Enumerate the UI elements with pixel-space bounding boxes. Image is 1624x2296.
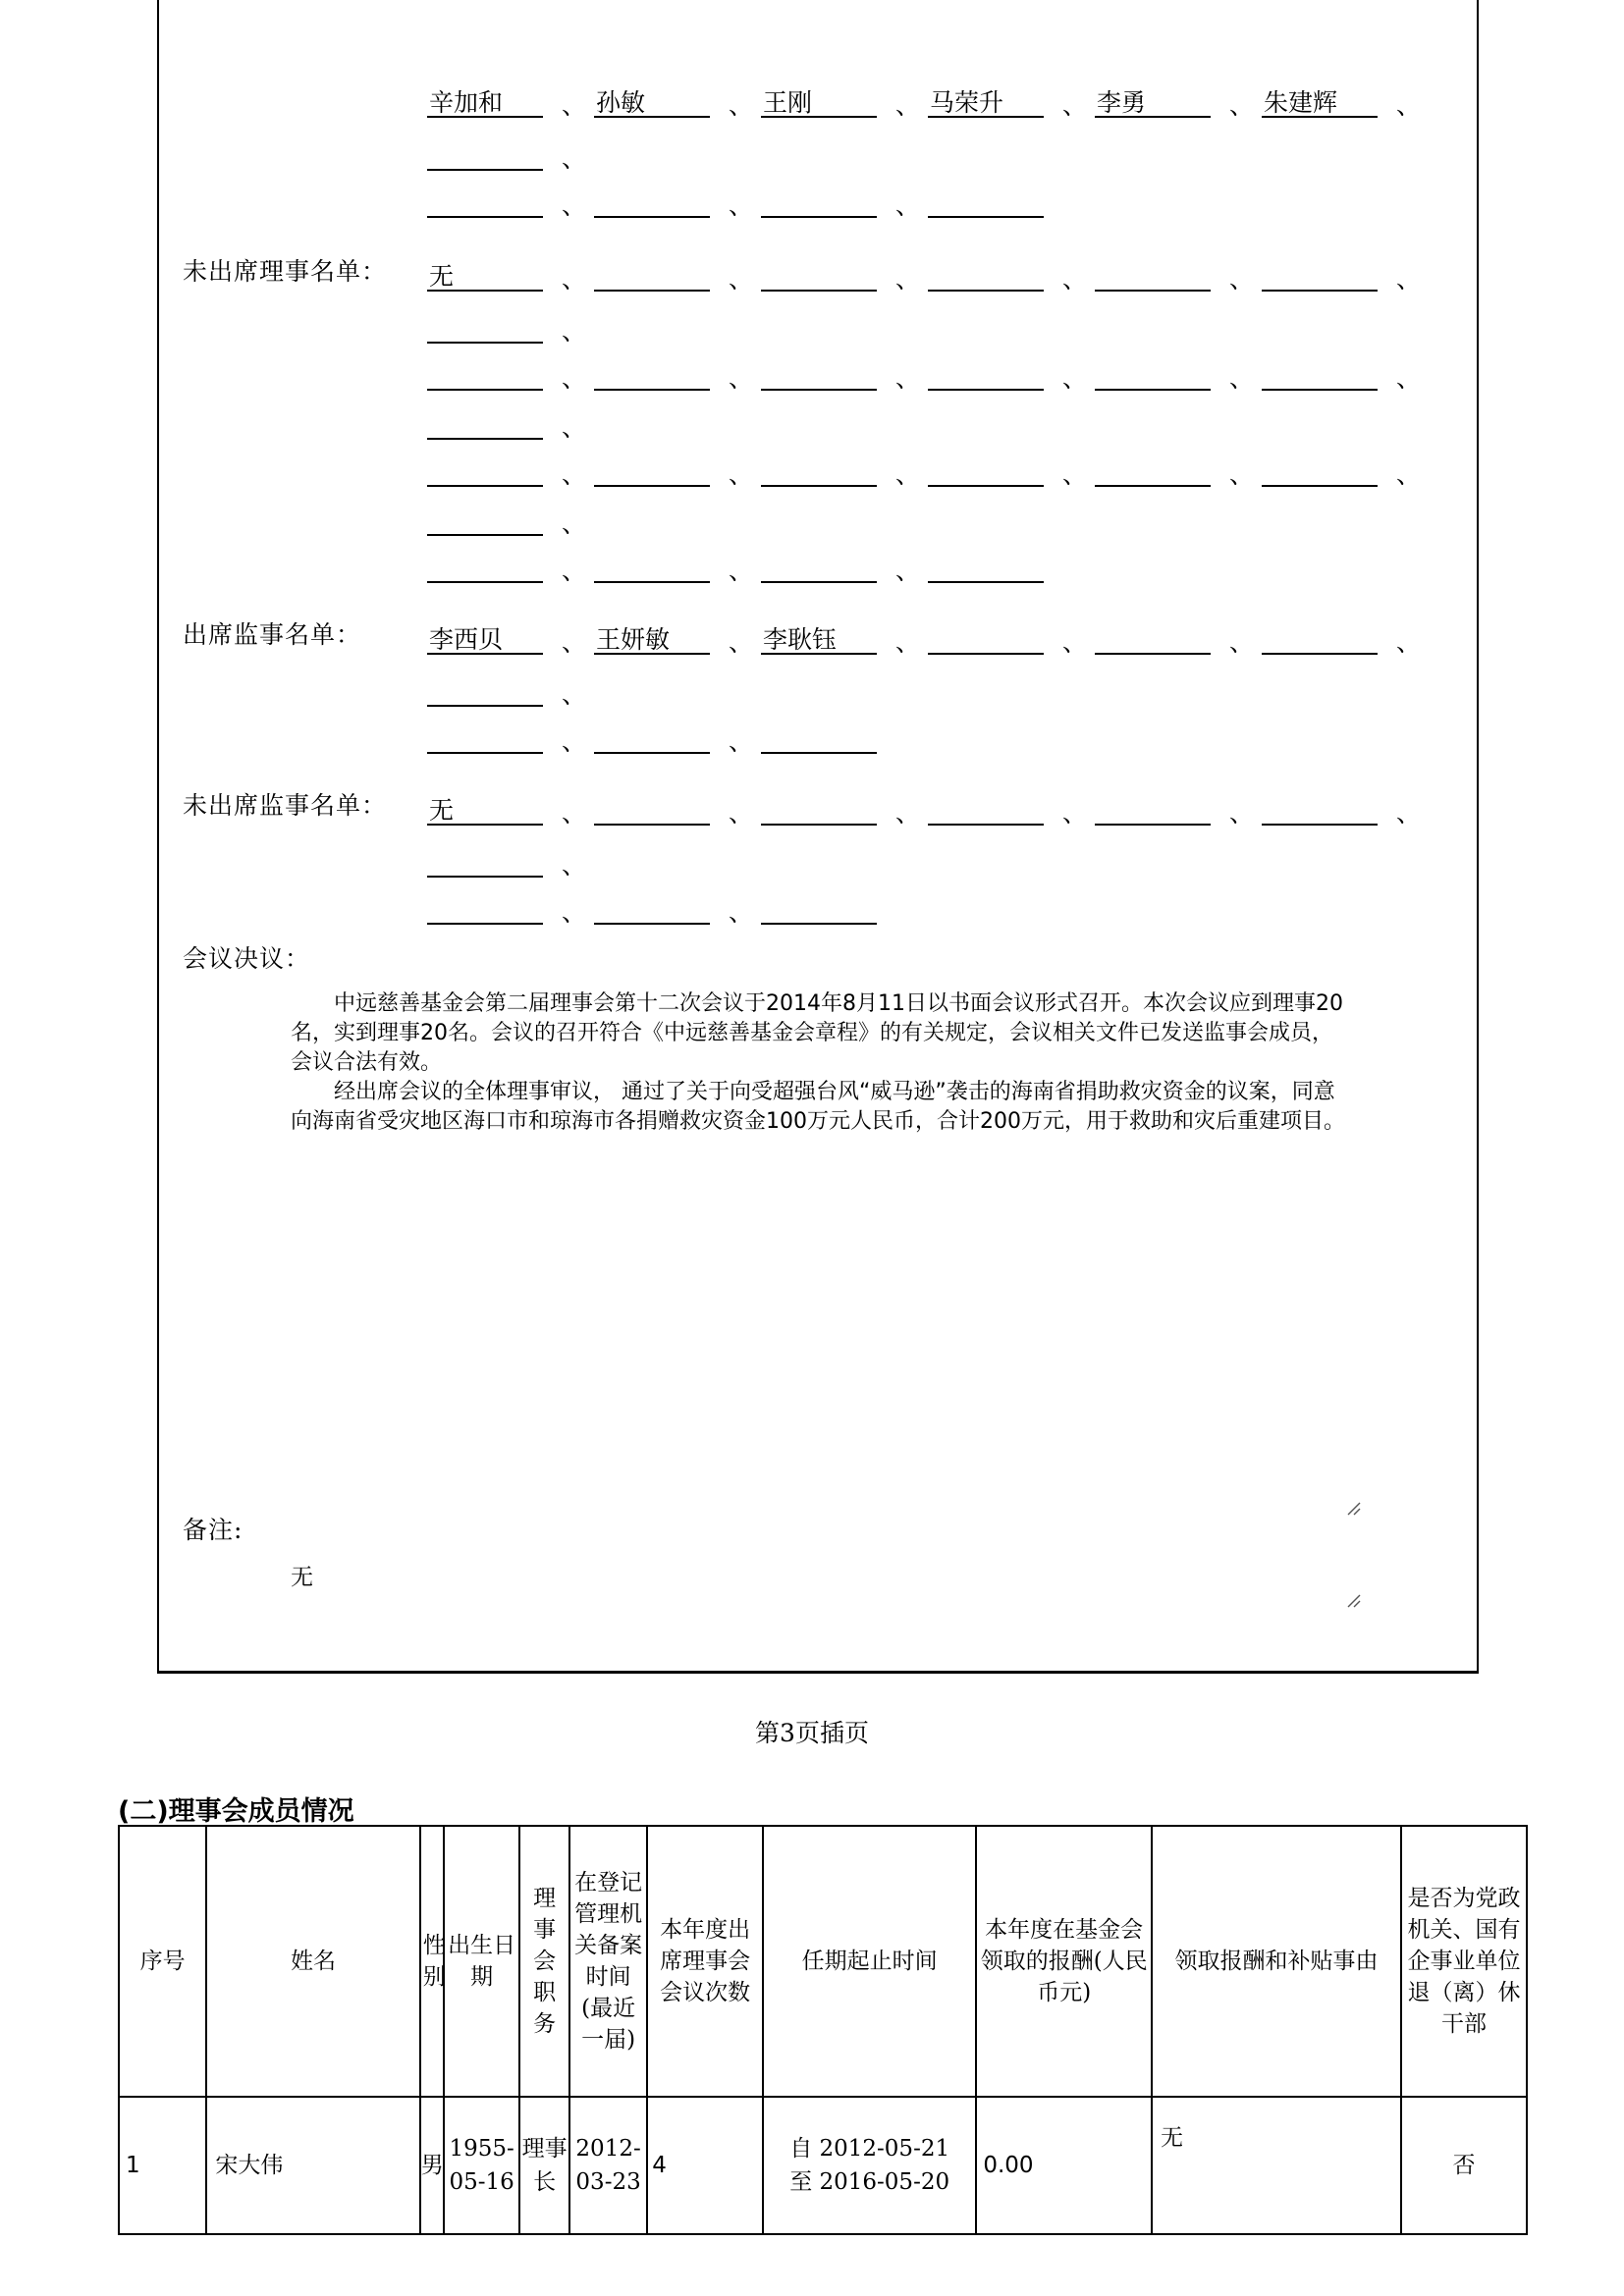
separator: 、 (1396, 799, 1422, 828)
present-supervisor-field-5[interactable] (1095, 625, 1211, 655)
absent-director-field-3[interactable] (761, 262, 877, 292)
absent-supervisor-field-5[interactable] (1095, 796, 1211, 826)
cell-pay[interactable]: 0.00 (976, 2097, 1152, 2234)
separator: 、 (729, 460, 754, 489)
cell-gender[interactable]: 男 (420, 2097, 444, 2234)
separator: 、 (729, 628, 754, 657)
separator: 、 (1229, 265, 1255, 294)
present-supervisor-field-9[interactable] (594, 724, 710, 754)
page-caption: 第3页插页 (755, 1719, 869, 1747)
absent-supervisor-field-10[interactable] (761, 895, 877, 925)
header-pay: 本年度在基金会领取的报酬(人民币元) (976, 1826, 1152, 2097)
absent-director-field-17[interactable] (761, 457, 877, 487)
separator: 、 (562, 727, 587, 756)
table-header-row (119, 1826, 1527, 2097)
separator: 、 (895, 265, 921, 294)
absent-supervisor-field-3[interactable] (761, 796, 877, 826)
absent-director-field-9[interactable] (594, 361, 710, 391)
header-gender: 性别 (420, 1826, 444, 2097)
separator: 、 (562, 191, 587, 220)
cell-retired[interactable]: 否 (1401, 2097, 1527, 2234)
separator: 、 (562, 364, 587, 393)
absent-supervisor-field-2[interactable] (594, 796, 710, 826)
separator: 、 (1229, 460, 1255, 489)
separator: 、 (895, 364, 921, 393)
separator: 、 (895, 460, 921, 489)
resolution-textarea[interactable] (291, 989, 1346, 1137)
separator: 、 (1062, 628, 1088, 657)
present-supervisor-field-1[interactable]: 李西贝 (427, 625, 543, 655)
header-retired: 是否为党政机关、国有企事业单位退（离）休干部 (1401, 1826, 1527, 2097)
term-end: 至 2016-05-20 (789, 2169, 950, 2195)
absent-director-field-14[interactable] (427, 410, 543, 440)
separator: 、 (1062, 460, 1088, 489)
present-director-field-1[interactable]: 辛加和 (427, 88, 543, 118)
separator: 、 (562, 317, 587, 346)
present-supervisor-field-10[interactable] (761, 724, 877, 754)
header-position: 理事会职务 (519, 1826, 569, 2097)
absent-director-field-11[interactable] (928, 361, 1044, 391)
present-supervisors-label: 出席监事名单： (183, 620, 362, 649)
separator: 、 (895, 557, 921, 585)
separator: 、 (562, 509, 587, 538)
separator: 、 (729, 898, 754, 927)
separator: 、 (729, 265, 754, 294)
cell-birth[interactable]: 1955-05-16 (444, 2097, 519, 2234)
present-director-field-4[interactable]: 马荣升 (928, 88, 1044, 118)
present-supervisor-field-8[interactable] (427, 724, 543, 754)
cell-seq[interactable]: 1 (119, 2097, 206, 2234)
absent-director-field-15[interactable] (427, 457, 543, 487)
absent-director-field-24[interactable] (761, 554, 877, 583)
present-director-field-9[interactable] (594, 188, 710, 218)
separator: 、 (1062, 364, 1088, 393)
separator: 、 (562, 898, 587, 927)
present-supervisor-field-3[interactable]: 李耿钰 (761, 625, 877, 655)
absent-director-field-13[interactable] (1262, 361, 1378, 391)
absent-supervisor-field-7[interactable] (427, 848, 543, 878)
term-start: 自 2012-05-21 (789, 2136, 950, 2162)
separator: 、 (1396, 265, 1422, 294)
separator: 、 (1062, 265, 1088, 294)
present-director-field-8[interactable] (427, 188, 543, 218)
absent-director-field-20[interactable] (1262, 457, 1378, 487)
separator: 、 (562, 851, 587, 880)
header-name: 姓名 (206, 1826, 419, 2097)
present-supervisor-field-4[interactable] (928, 625, 1044, 655)
separator: 、 (562, 680, 587, 709)
absent-director-field-19[interactable] (1095, 457, 1211, 487)
absent-supervisor-field-8[interactable] (427, 895, 543, 925)
remarks-label: 备注: (183, 1516, 244, 1544)
separator: 、 (1062, 91, 1088, 120)
section-title: (二)理事会成员情况 (118, 1796, 354, 1827)
separator: 、 (1396, 628, 1422, 657)
absent-supervisor-field-9[interactable] (594, 895, 710, 925)
separator: 、 (562, 91, 587, 120)
absent-supervisor-field-6[interactable] (1262, 796, 1378, 826)
header-meetings: 本年度出席理事会会议次数 (647, 1826, 763, 2097)
separator: 、 (1396, 364, 1422, 393)
present-director-field-11[interactable] (928, 188, 1044, 218)
absent-director-field-8[interactable] (427, 361, 543, 391)
separator: 、 (562, 628, 587, 657)
resolution-label: 会议决议： (183, 944, 311, 973)
present-supervisor-field-6[interactable] (1262, 625, 1378, 655)
resize-handle-icon[interactable] (1345, 1500, 1361, 1516)
absent-director-field-16[interactable] (594, 457, 710, 487)
cell-name[interactable]: 宋大伟 (206, 2097, 419, 2234)
separator: 、 (1229, 91, 1255, 120)
separator: 、 (562, 799, 587, 828)
absent-director-field-12[interactable] (1095, 361, 1211, 391)
cell-reason[interactable]: 无 (1152, 2097, 1401, 2234)
cell-term[interactable] (763, 2097, 976, 2234)
absent-director-field-25[interactable] (928, 554, 1044, 583)
absent-supervisor-field-4[interactable] (928, 796, 1044, 826)
absent-director-field-18[interactable] (928, 457, 1044, 487)
separator: 、 (729, 91, 754, 120)
absent-director-field-2[interactable] (594, 262, 710, 292)
present-director-field-3[interactable]: 王刚 (761, 88, 877, 118)
separator: 、 (562, 413, 587, 442)
resolution-paragraph-1: 中远慈善基金会第二届理事会第十二次会议于2014年8月11日以书面会议形式召开。本次会议应到理事20名，实到理事20名。会议的召开符合《中远慈善基金会章程》的有关规定，会议相关文件已发送监事会成员，会议合法有效。 (291, 991, 1343, 1075)
present-director-field-2[interactable]: 孙敏 (594, 88, 710, 118)
resize-handle-icon[interactable] (1345, 1592, 1361, 1608)
absent-supervisor-field-1[interactable]: 无 (427, 796, 543, 826)
header-reason: 领取报酬和补贴事由 (1152, 1826, 1401, 2097)
remarks-textarea[interactable]: 无 (291, 1565, 313, 1590)
separator: 、 (729, 799, 754, 828)
separator: 、 (1229, 799, 1255, 828)
present-director-field-5[interactable]: 李勇 (1095, 88, 1211, 118)
separator: 、 (729, 727, 754, 756)
separator: 、 (895, 799, 921, 828)
separator: 、 (895, 91, 921, 120)
form-frame (157, 0, 1479, 1674)
cell-position[interactable]: 理事长 (519, 2097, 569, 2234)
separator: 、 (729, 364, 754, 393)
present-director-field-7[interactable] (427, 141, 543, 171)
separator: 、 (1229, 364, 1255, 393)
board-members-table (118, 1825, 1528, 2235)
absent-director-field-23[interactable] (594, 554, 710, 583)
separator: 、 (729, 191, 754, 220)
separator: 、 (562, 557, 587, 585)
separator: 、 (1062, 799, 1088, 828)
absent-directors-label: 未出席理事名单： (183, 257, 388, 286)
present-supervisor-field-2[interactable]: 王妍敏 (594, 625, 710, 655)
cell-meetings[interactable]: 4 (647, 2097, 763, 2234)
absent-director-field-7[interactable] (427, 314, 543, 344)
absent-director-field-4[interactable] (928, 262, 1044, 292)
separator: 、 (562, 144, 587, 173)
separator: 、 (562, 265, 587, 294)
absent-director-field-6[interactable] (1262, 262, 1378, 292)
separator: 、 (1396, 460, 1422, 489)
cell-filing[interactable]: 2012-03-23 (569, 2097, 647, 2234)
present-director-field-10[interactable] (761, 188, 877, 218)
separator: 、 (562, 460, 587, 489)
absent-director-field-5[interactable] (1095, 262, 1211, 292)
absent-director-field-10[interactable] (761, 361, 877, 391)
separator: 、 (895, 191, 921, 220)
resolution-paragraph-2: 经出席会议的全体理事审议， 通过了关于向受超强台风“威马逊”袭击的海南省捐助救灾资金的议案，同意向海南省受灾地区海口市和琼海市各捐赠救灾资金100万元人民币，合计200万元，用于救助和灾后重建项目。 (291, 1080, 1345, 1134)
header-seq: 序号 (119, 1826, 206, 2097)
separator: 、 (895, 628, 921, 657)
header-term: 任期起止时间 (763, 1826, 976, 2097)
absent-director-field-21[interactable] (427, 507, 543, 536)
present-director-field-6[interactable]: 朱建辉 (1262, 88, 1378, 118)
separator: 、 (1229, 628, 1255, 657)
absent-director-field-1[interactable]: 无 (427, 262, 543, 292)
separator: 、 (1396, 91, 1422, 120)
absent-supervisors-label: 未出席监事名单： (183, 791, 388, 820)
present-supervisor-field-7[interactable] (427, 677, 543, 707)
header-birth: 出生日期 (444, 1826, 519, 2097)
absent-director-field-22[interactable] (427, 554, 543, 583)
separator: 、 (729, 557, 754, 585)
header-filing: 在登记管理机关备案时间(最近一届) (569, 1826, 647, 2097)
table-row (119, 2097, 1527, 2234)
